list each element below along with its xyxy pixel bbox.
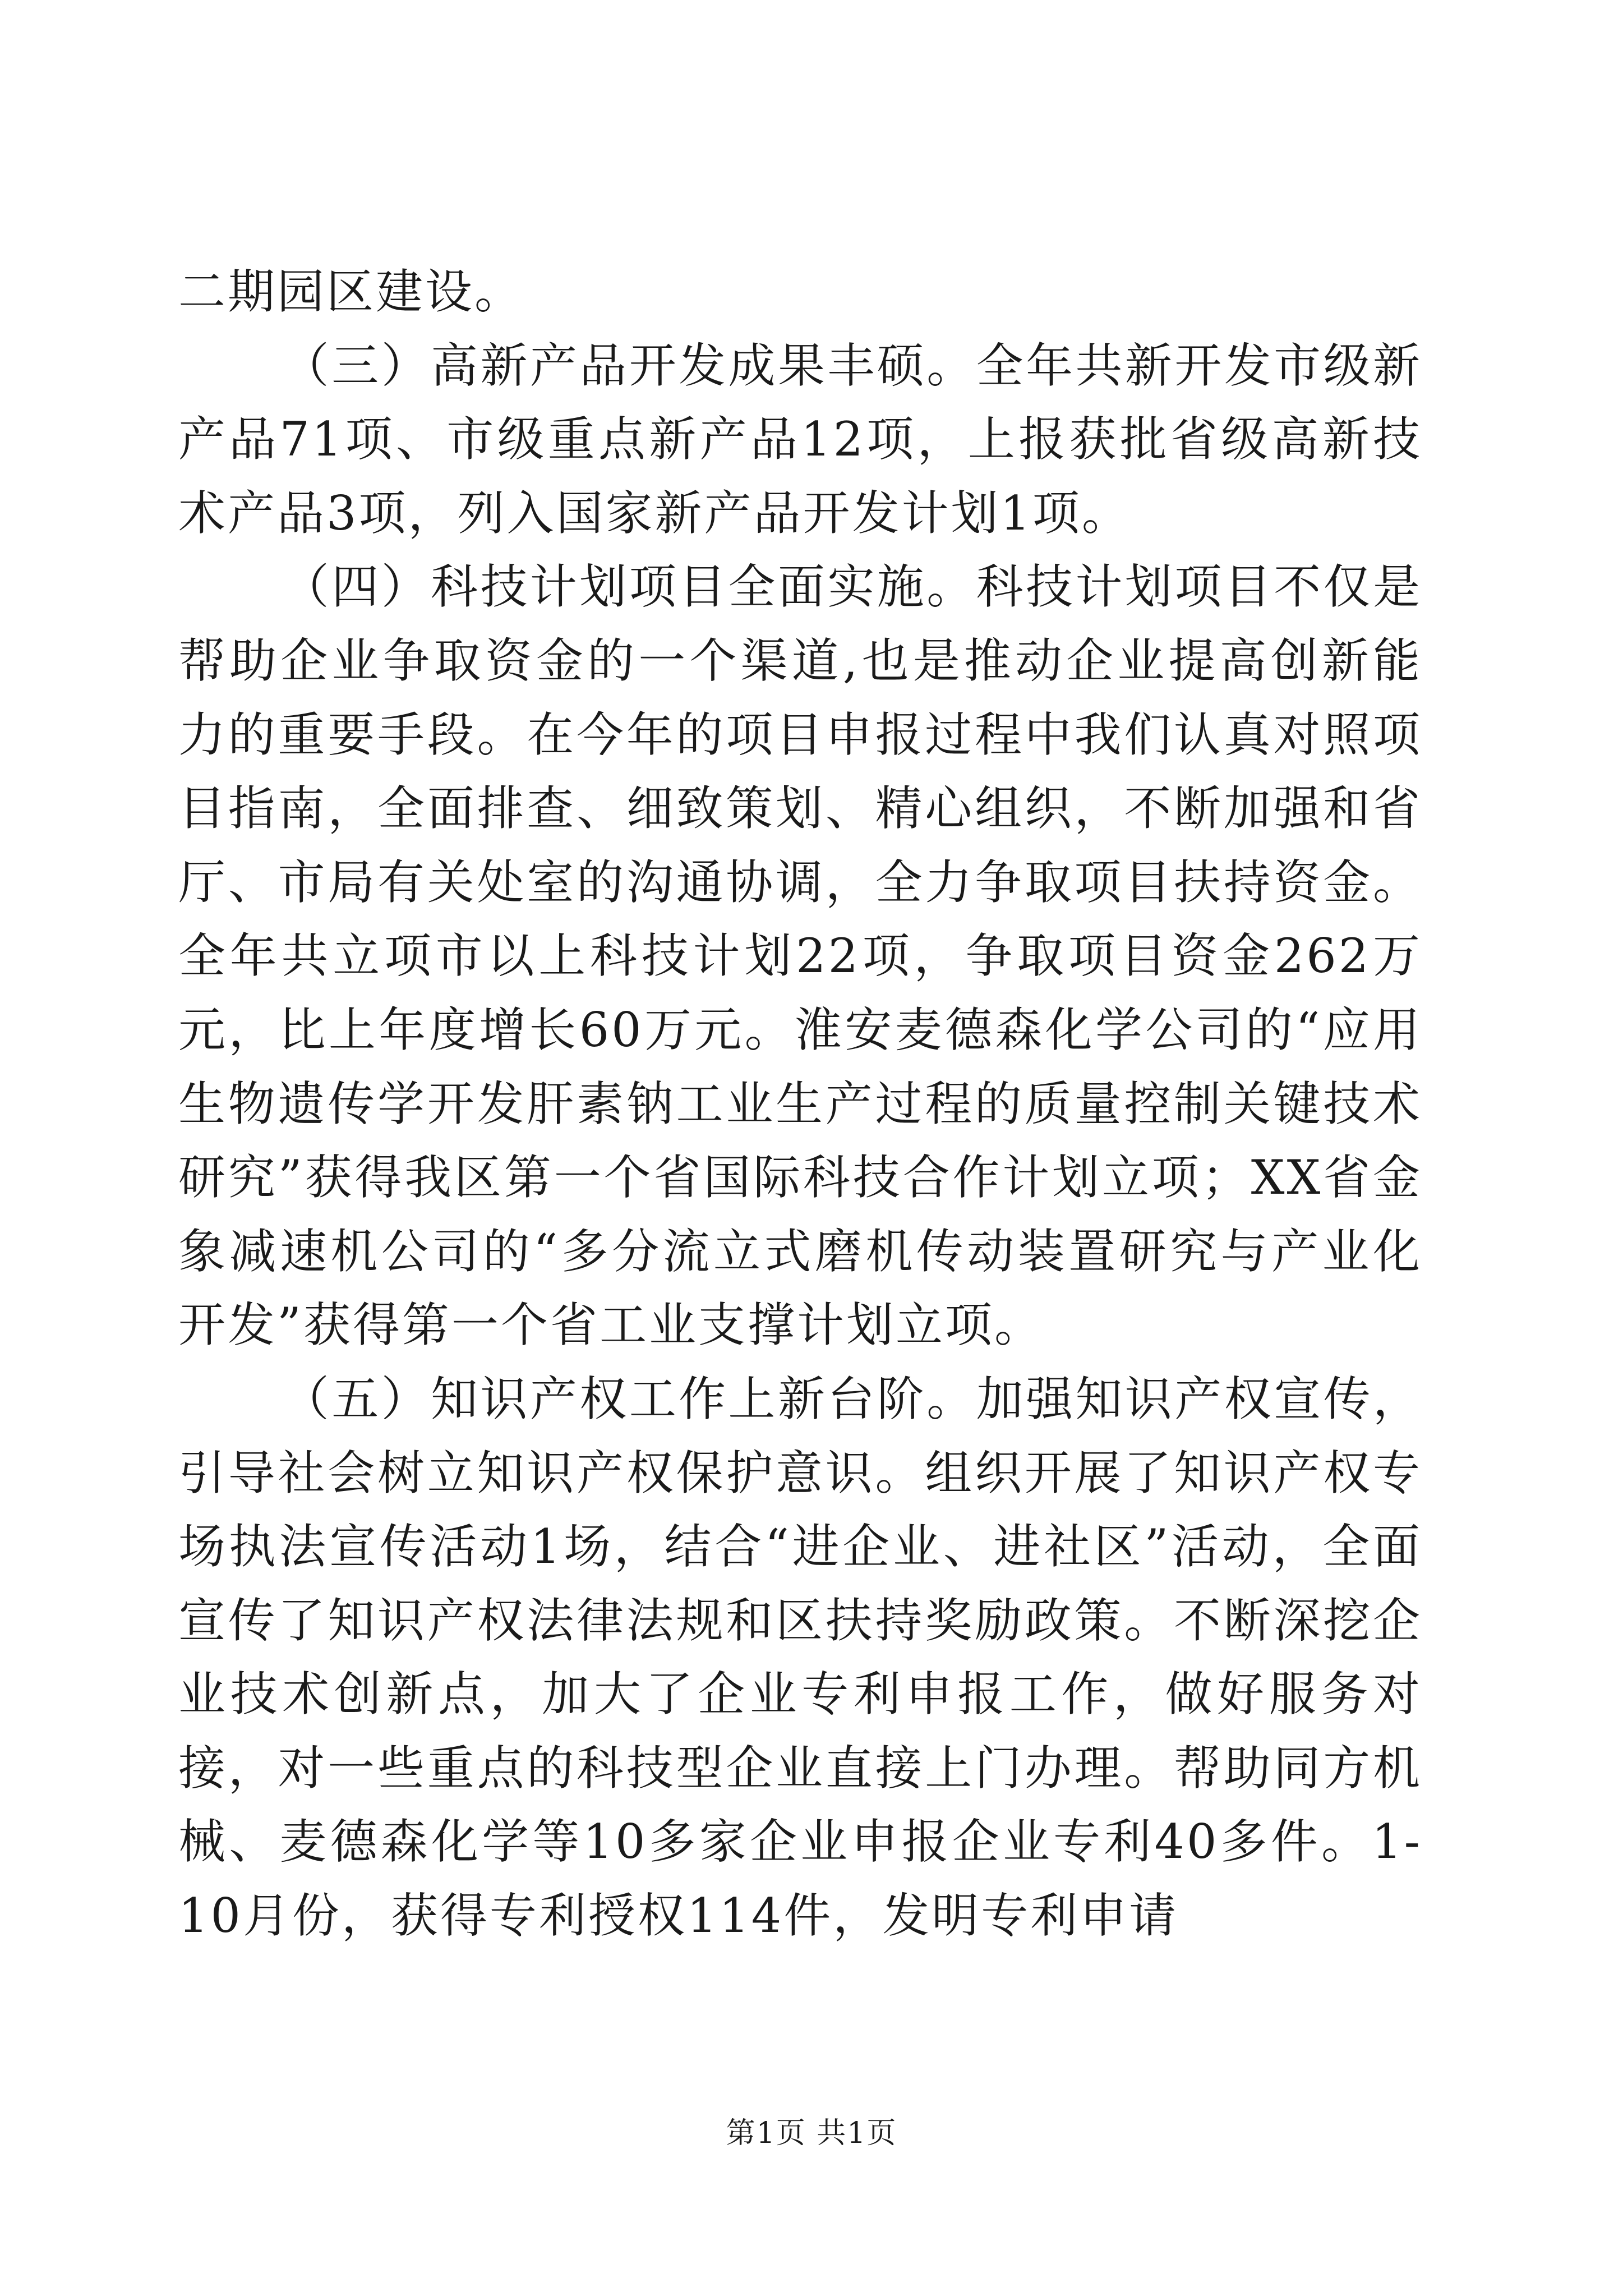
paragraph-section-3: （三）高新产品开发成果丰硕。全年共新开发市级新产品71项、市级重点新产品12项，上报获批省级高新技术产品3项，列入国家新产品开发计划1项。 [178, 338, 1422, 541]
paragraph-continuation: 二期园区建设。 [178, 264, 524, 319]
paragraph-section-4: （四）科技计划项目全面实施。科技计划项目不仅是帮助企业争取资金的一个渠道,也是推动企业提高创新能力的重要手段。在今年的项目申报过程中我们认真对照项目指南，全面排查、细致策划、精心组织，不断加强和省厅、市局有关处室的沟通协调，全力争取项目扶持资金。全年共立项市以上科技计划22项，争取项目资金262万元，比上年度增长60万元。淮安麦德森化学公司的“应用生物遗传学开发肝素钠工业生产过程的质量控制关键技术研究”获得我区第一个省国际科技合作计划立项；XX省金象减速机公司的“多分流立式磨机传动装置研究与产业化开发”获得第一个省工业支撑计划立项。 [178, 559, 1422, 1353]
paragraph-section-5: （五）知识产权工作上新台阶。加强知识产权宣传，引导社会树立知识产权保护意识。组织开展了知识产权专场执法宣传活动1场，结合“进企业、进社区”活动，全面宣传了知识产权法律法规和区扶持奖励政策。不断深挖企业技术创新点，加大了企业专利申报工作，做好服务对接，对一些重点的科技型企业直接上门办理。帮助同方机械、麦德森化学等10多家企业申报企业专利40多件。1-10月份，获得专利授权114件，发明专利申请 [178, 1371, 1422, 1944]
document-body [178, 255, 1422, 1953]
page-footer: 第1页 共1页 [726, 2116, 897, 2150]
